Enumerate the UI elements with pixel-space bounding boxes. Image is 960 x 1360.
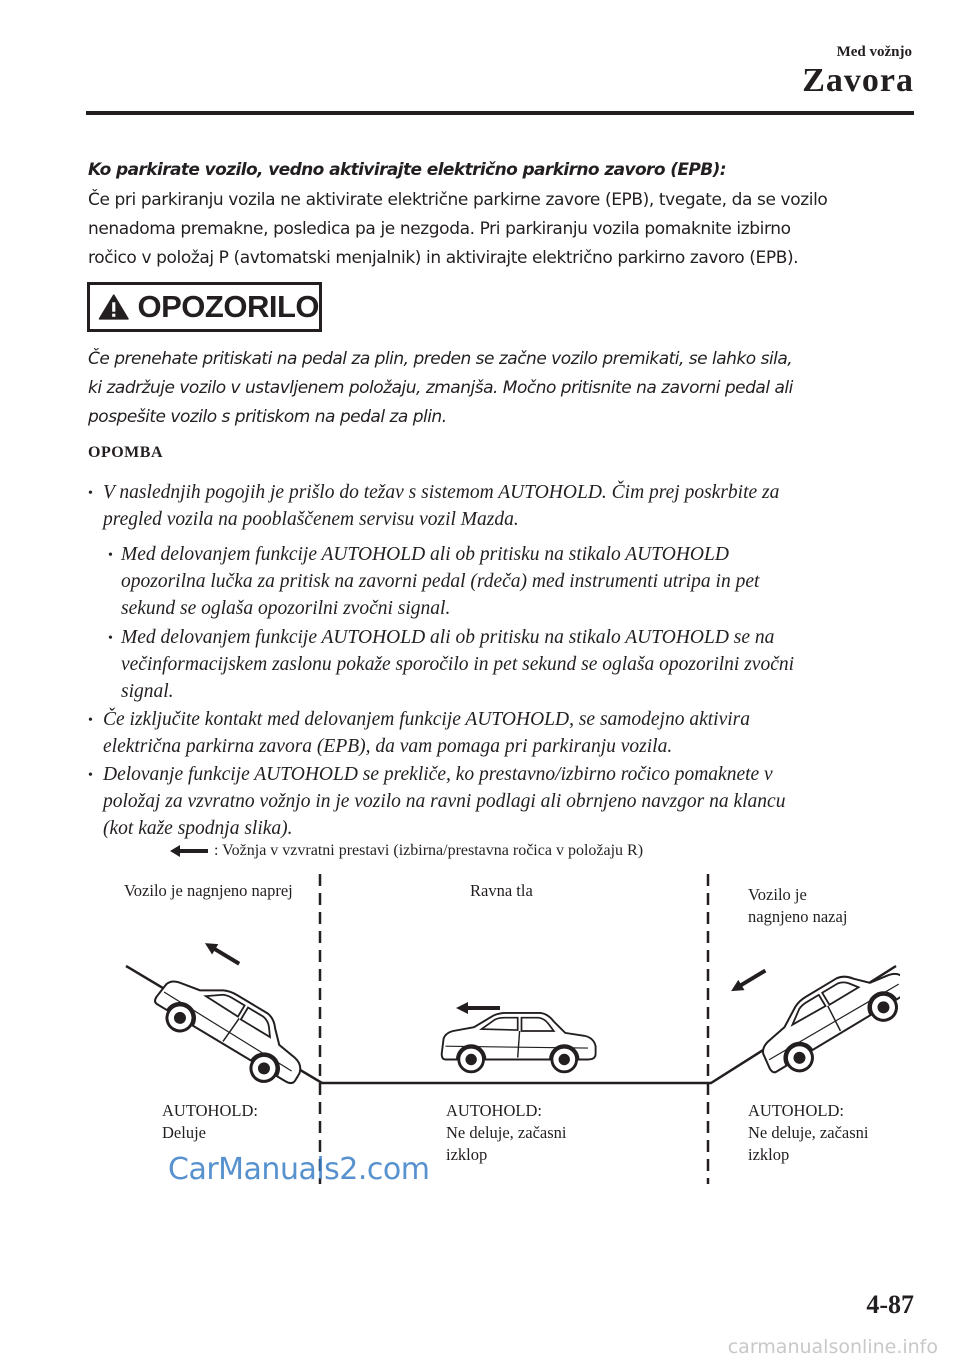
note-subitem [121,624,794,705]
footer-site-link[interactable]: carmanualsonline.info [727,1336,938,1358]
intro-line: nenadoma premakne, posledica pa je nezgoda. Pri parkiranju vozila pomaknite izbirno [88,219,791,239]
status-line: Deluje [162,1123,206,1142]
status-line: Ne deluje, začasni [748,1123,869,1142]
warning-label: OPOZORILO [137,289,319,324]
watermark: CarManuals2.com [168,1152,430,1187]
bullet-icon: • [88,713,93,728]
reverse-arrow-icon [456,1002,500,1014]
diagram-title-line: nagnjeno nazaj [748,907,848,926]
note-line: Med delovanjem funkcije AUTOHOLD ali ob pritisku na stikalo AUTOHOLD se na [121,627,775,648]
status-line: AUTOHOLD: [748,1101,844,1120]
page-number: 4-87 [866,1290,914,1319]
car-icon [748,948,900,1085]
warning-triangle-icon [98,290,130,324]
diagram-title-backward [748,884,847,928]
car-icon [147,960,318,1097]
note-line: večinformacijskem zaslonu pokaže sporočilo in pet sekund se oglaša opozorilni zvočni [121,654,795,675]
note-item [103,479,779,533]
note-line: položaj za vzvratno vožnjo in je vozilo na ravni podlagi ali obrnjeno navzgor na klancu [103,791,786,812]
note-label: OPOMBA [88,444,163,461]
note-line: opozorilna lučka za pritisk na zavorni pedal (rdeča) med instrumenti utripa in pet [121,571,760,592]
note-line: signal. [121,681,174,702]
header-rule [86,111,914,115]
status-forward [162,1100,258,1144]
bullet-icon: • [108,631,113,646]
status-line: Ne deluje, začasni [446,1123,567,1142]
note-line: električna parkirna zavora (EPB), da vam pomaga pri parkiranju vozila. [103,736,673,757]
reverse-arrow-icon [202,938,242,969]
bullet-icon: • [108,548,113,563]
intro-line: Če pri parkiranju vozila ne aktivirate električne parkirne zavore (EPB), tvegate, da se vozilo [88,190,828,210]
note-line: (kot kaže spodnja slika). [103,818,293,839]
reverse-arrow-icon [168,844,210,858]
status-line: AUTOHOLD: [162,1101,258,1120]
bullet-icon: • [88,486,93,501]
header-section: Med vožnjo [836,44,912,60]
note-line: Med delovanjem funkcije AUTOHOLD ali ob pritisku na stikalo AUTOHOLD [121,544,729,565]
warning-line: Če prenehate pritiskati na pedal za plin, preden se začne vozilo premikati, se lahko sila, [88,349,793,369]
page-title: Zavora [802,62,914,99]
intro-line: ročico v položaj P (avtomatski menjalnik) in aktivirajte električno parkirno zavoro (EPB). [88,248,799,268]
intro-paragraph [88,186,888,273]
note-line: Če izključite kontakt med delovanjem funkcije AUTOHOLD, se samodejno aktivira [103,709,750,730]
note-line: sekund se oglaša opozorilni zvočni signal. [121,598,451,619]
car-icon [442,1013,596,1072]
status-backward [748,1100,868,1166]
legend-text: : Vožnja v vzvratni prestavi (izbirna/prestavna ročica v položaju R) [214,842,644,859]
diagram-title-line: Vozilo je [748,885,807,904]
note-item [103,706,750,760]
status-line: AUTOHOLD: [446,1101,542,1120]
diagram-title-flat: Ravna tla [470,881,533,900]
note-line: pregled vozila na pooblaščenem servisu vozil Mazda. [103,509,519,530]
legend [168,842,643,860]
bullet-icon: • [88,768,93,783]
note-item [103,761,785,842]
warning-paragraph [88,345,888,432]
note-line: V naslednjih pogojih je prišlo do težav s sistemom AUTOHOLD. Čim prej poskrbite za [103,482,780,503]
status-flat [446,1100,566,1166]
parking-heading: Ko parkirate vozilo, vedno aktivirajte električno parkirno zavoro (EPB): [88,160,726,180]
status-line: izklop [748,1145,790,1164]
note-subitem [121,541,759,622]
status-line: izklop [446,1145,488,1164]
reverse-arrow-icon [728,965,768,996]
diagram-title-forward: Vozilo je nagnjeno naprej [124,881,293,900]
warning-box [87,282,322,332]
warning-line: pospešite vozilo s pritiskom na pedal za plin. [88,407,447,427]
warning-line: ki zadržuje vozilo v ustavljenem položaju, zmanjša. Močno pritisnite na zavorni pedal ali [88,378,793,398]
note-line: Delovanje funkcije AUTOHOLD se prekliče, ko prestavno/izbirno ročico pomaknete v [103,764,773,785]
